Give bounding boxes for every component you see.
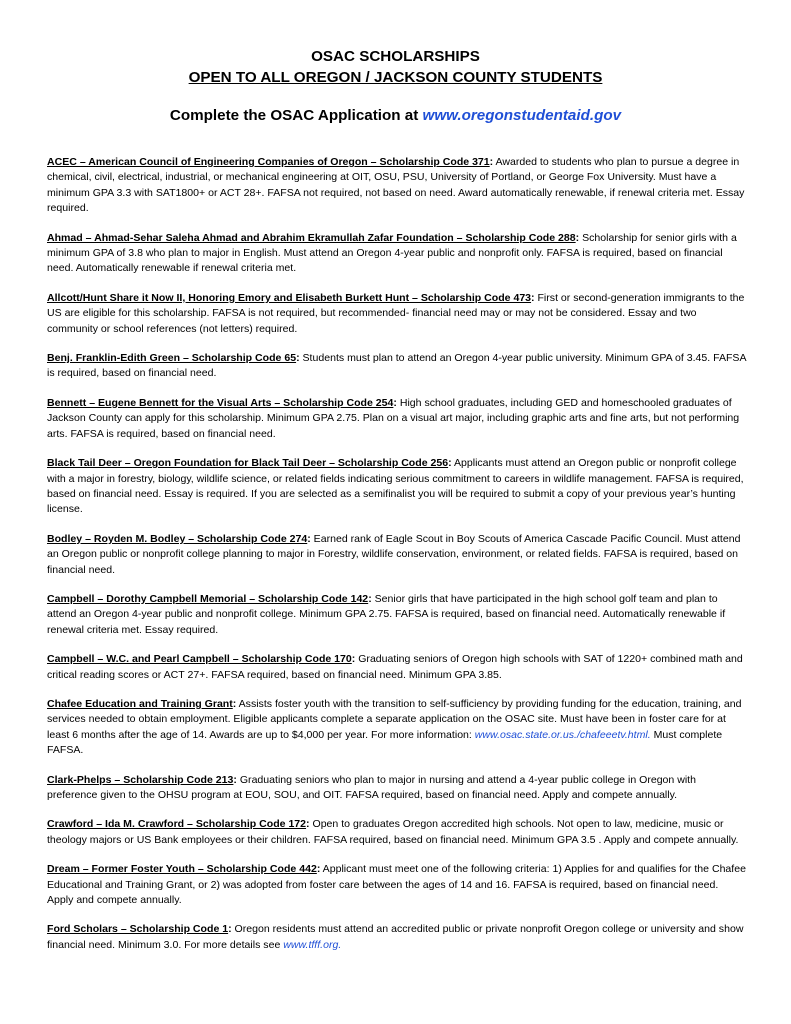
scholarship-description: Oregon residents must attend an accredited public or private nonprofit Oregon college or university and show financial need. Minimum 3.0. For more details see: [47, 923, 744, 951]
title-colon: :: [368, 592, 372, 605]
application-link[interactable]: www.oregonstudentaid.gov: [422, 107, 622, 124]
scholarship-entry: [47, 922, 747, 953]
title-colon: :: [531, 291, 535, 304]
scholarship-title: Crawford – Ida M. Crawford – Scholarship Code 172: [47, 818, 307, 831]
scholarship-entry: [47, 291, 747, 337]
scholarship-entry: [47, 817, 747, 848]
title-colon: :: [575, 231, 580, 244]
scholarship-description: Assists foster youth with the transition to self-sufficiency by providing funding for the education, training, and services needed to obtain employment. Eligible applicants complete a separate application on the OSAC site. Must have been in foster care for at least 6 months after the age of 14. Awards are up to $4,000 per year. For more information:: [47, 697, 742, 741]
scholarship-entry: [47, 652, 747, 683]
scholarship-description: Scholarship for senior girls with a minimum GPA of 3.8 who plan to major in English. Must attend an Oregon 4-year public and nonprofit only. FAFSA is required, based on financial need. Automatically renewable if renewal criteria met.: [47, 231, 737, 275]
scholarship-description: Graduating seniors who plan to major in nursing and attend a 4-year public college in Oregon with preference given to the OHSU program at EOU, SOU, and OIT. FAFSA required, based on financial need. Apply and compete annually.: [47, 773, 696, 801]
scholarship-title: Campbell – Dorothy Campbell Memorial – Scholarship Code 142: [47, 592, 369, 605]
title-colon: :: [307, 532, 311, 545]
info-link[interactable]: www.osac.state.or.us./chafeeetv.html.: [474, 728, 651, 741]
scholarship-title: Bennett – Eugene Bennett for the Visual Arts – Scholarship Code 254: [47, 396, 394, 409]
scholarship-title: Bodley – Royden M. Bodley – Scholarship Code 274: [47, 532, 308, 545]
scholarship-description: Senior girls that have participated in the high school golf team and plan to attend an Oregon 4-year public and nonprofit college. Minimum GPA 2.75. FAFSA is required, based on financial need. Automatically renewable if renewal criteria met. Essay required.: [47, 592, 726, 636]
scholarship-entry: [47, 155, 747, 217]
title-colon: :: [448, 457, 452, 470]
scholarship-description: Students must plan to attend an Oregon 4-year public university. Minimum GPA of 3.45. FAFSA is required, based on financial need.: [47, 352, 746, 380]
title-colon: :: [296, 352, 300, 365]
scholarship-entry: [47, 231, 747, 277]
scholarship-title: Benj. Franklin-Edith Green – Scholarship Code 65: [47, 352, 297, 365]
info-link[interactable]: www.tfff.org.: [283, 938, 342, 951]
title-colon: :: [316, 863, 321, 876]
scholarship-description: Applicants must attend an Oregon public or nonprofit college with a major in forestry, biology, wildlife science, or related fields indicating serious commitment to careers in wildlife management. FAFSA is required, based on financial need. Essay is required. If you are selected as a semifinalist you will be required to submit a copy of your previous year’s hunting license.: [47, 457, 744, 516]
title-colon: :: [232, 697, 237, 710]
scholarship-entry: [47, 456, 747, 518]
scholarship-title: ACEC – American Council of Engineering Companies of Oregon – Scholarship Code 371: [47, 156, 490, 168]
scholarship-entry: [47, 862, 747, 908]
header-subtitle: OPEN TO ALL OREGON / JACKSON COUNTY STUDENTS: [188, 69, 603, 86]
title-colon: :: [233, 773, 237, 786]
scholarship-title: Ahmad – Ahmad-Sehar Saleha Ahmad and Abrahim Ekramullah Zafar Foundation – Scholarship Code 288: [47, 231, 576, 244]
title-colon: :: [306, 818, 310, 831]
scholarship-title: Black Tail Deer – Oregon Foundation for Black Tail Deer – Scholarship Code 256: [47, 457, 449, 470]
scholarship-title: Ford Scholars – Scholarship Code 1: [47, 923, 229, 936]
scholarship-title: Dream – Former Foster Youth – Scholarship Code 442: [47, 863, 317, 876]
scholarship-title: Allcott/Hunt Share it Now II, Honoring Emory and Elisabeth Burkett Hunt – Scholarship Code 473: [47, 291, 532, 304]
scholarship-description: Graduating seniors of Oregon high schools with SAT of 1220+ combined math and critical reading scores or ACT 27+. FAFSA required, based on financial need. Minimum GPA 3.85.: [47, 653, 743, 681]
scholarship-description: High school graduates, including GED and homeschooled graduates of Jackson County can apply for this scholarship. Minimum GPA 2.75. Plan on a visual art major, including graphic arts and fine arts, but not performing arts. FAFSA is required, based on financial need.: [47, 396, 740, 440]
scholarship-entry: [47, 697, 747, 759]
application-instruction: [0, 107, 791, 124]
scholarship-entry: [47, 351, 747, 382]
scholarship-description: Earned rank of Eagle Scout in Boy Scouts of America Cascade Pacific Council. Must attend an Oregon public or nonprofit college planning to major in Forestry, wildlife conservation, environment, or related fields. FAFSA is required, based on financial need.: [47, 532, 741, 576]
title-colon: :: [489, 156, 494, 168]
scholarship-title: Campbell – W.C. and Pearl Campbell – Scholarship Code 170: [47, 653, 352, 666]
scholarship-title: Clark-Phelps – Scholarship Code 213: [47, 773, 234, 786]
scholarship-description: First or second-generation immigrants to the US are eligible for this scholarship. FAFSA is not required, but recommended- financial need may or may not be considered. Essay and two community or school references (not letters) required.: [47, 291, 745, 335]
title-colon: :: [351, 653, 356, 666]
scholarship-description: Open to graduates Oregon accredited high schools. Not open to law, medicine, music or theology majors or US Bank employees or their children. FAFSA required, based on financial need. Minimum GPA 3.5 . Apply and compete annually.: [47, 818, 739, 846]
scholarship-description-cont: Must complete FAFSA.: [47, 728, 723, 757]
scholarship-list: [47, 155, 747, 967]
scholarship-title: Chafee Education and Training Grant: [47, 697, 233, 710]
header-title: OSAC SCHOLARSHIPS: [311, 48, 480, 65]
scholarship-entry: [47, 532, 747, 578]
document-header: [0, 46, 791, 88]
scholarship-description: Awarded to students who plan to pursue a degree in chemical, civil, electrical, industrial, or mechanical engineering at OIT, OSU, PSU, University of Portland, or George Fox University. Must have a minimum GPA 3.3 with SAT1800+ or ACT 28+. FAFSA not required, not based on need. Award automatically renewable, if renewal criteria met. Essay required.: [47, 156, 745, 215]
instruction-text: Complete the OSAC Application at: [169, 107, 423, 124]
title-colon: :: [393, 396, 397, 409]
scholarship-entry: [47, 592, 747, 638]
scholarship-description: Applicant must meet one of the following criteria: 1) Applies for and qualifies for the Chafee Educational and Training Grant, or 2) was adopted from foster care between the ages of 14 and 16. FAFSA is required, based on financial need. Apply and compete annually.: [47, 863, 746, 907]
title-colon: :: [228, 923, 232, 936]
scholarship-entry: [47, 396, 747, 442]
scholarship-entry: [47, 773, 747, 804]
